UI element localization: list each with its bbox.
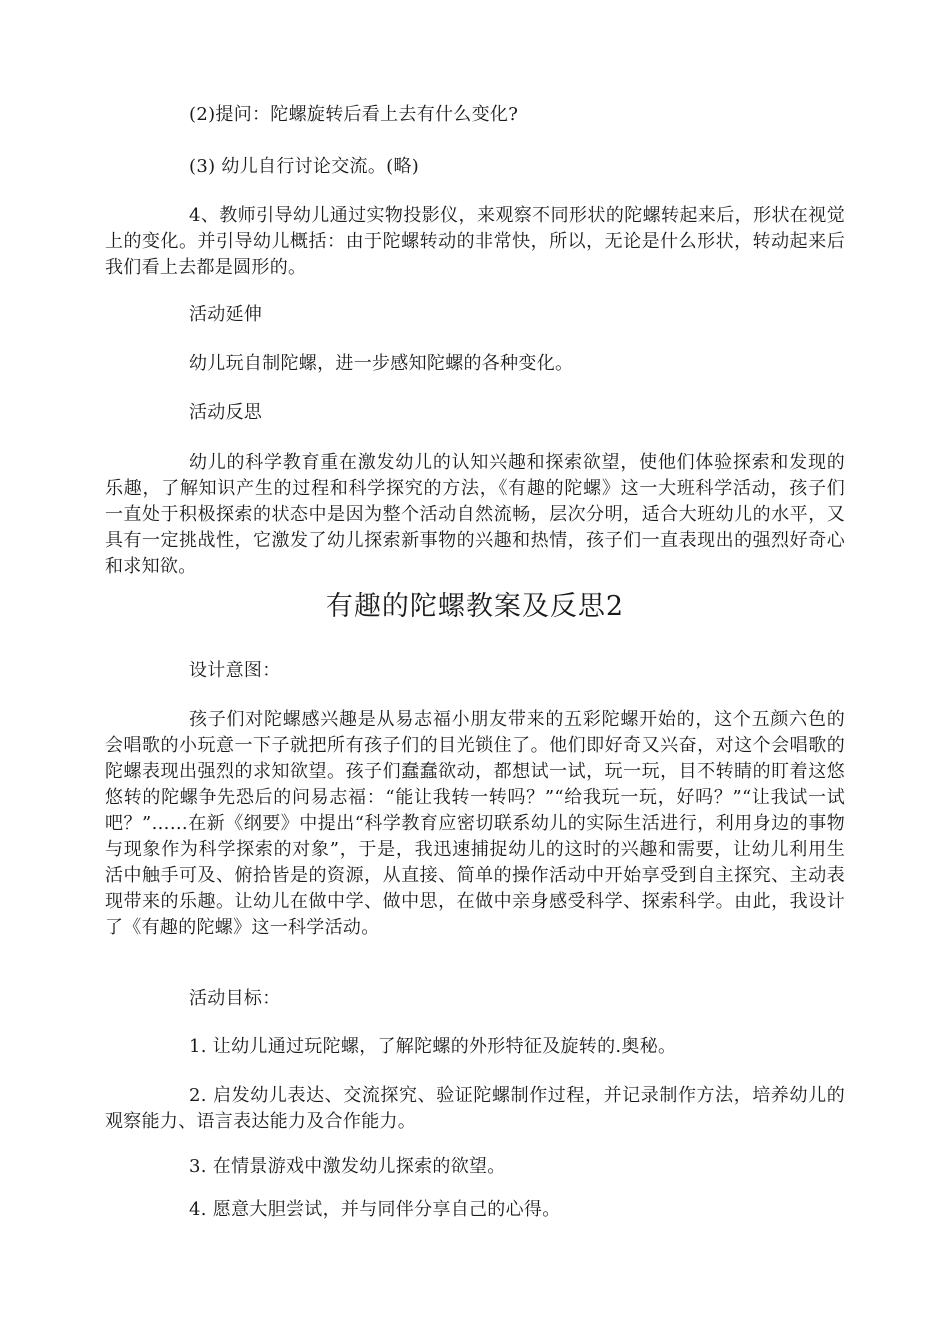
- paragraph-design-intent: 孩子们对陀螺感兴趣是从易志福小朋友带来的五彩陀螺开始的，这个五颜六色的会唱歌的小玩意一下子就把所有孩子们的目光锁住了。他们即好奇又兴奋，对这个会唱歌的陀螺表现出强烈的求知欲望。孩子们蠢蠢欲动，都想试一试，玩一玩，目不转睛的盯着这悠悠转的陀螺争先恐后的问易志福：“能让我转一转吗？”“给我玩一玩，好吗？”“让我试一试吧？”……在新《纲要》中提出“科学教育应密切联系幼儿的实际生活进行，利用身边的事物与现象作为科学探索的对象”，于是，我迅速捕捉幼儿的这时的兴趣和需要，让幼儿利用生活中触手可及、俯拾皆是的资源，从直接、简单的操作活动中开始享受到自主探究、主动表现带来的乐趣。让幼儿在做中学、做中思，在做中亲身感受科学、探索科学。由此，我设计了《有趣的陀螺》这一科学活动。: [105, 709, 845, 938]
- objective-item-3: 3. 在情景游戏中激发幼儿探索的欲望。: [189, 1156, 506, 1177]
- section-heading-reflection: 活动反思: [189, 402, 263, 423]
- document-title: 有趣的陀螺教案及反思2: [325, 591, 625, 622]
- objective-item-2: 2. 启发幼儿表达、交流探究、验证陀螺制作过程，并记录制作方法，培养幼儿的观察能力、语言表达能力及合作能力。: [105, 1085, 845, 1132]
- section-heading-objectives: 活动目标：: [189, 988, 281, 1009]
- objective-item-4: 4. 愿意大胆尝试，并与同伴分享自己的心得。: [189, 1199, 561, 1220]
- paragraph-discussion-3: (3) 幼儿自行讨论交流。(略): [189, 156, 420, 177]
- section-heading-design-intent: 设计意图：: [189, 660, 281, 681]
- objective-item-1: 1. 让幼儿通过玩陀螺，了解陀螺的外形特征及旋转的.奥秘。: [189, 1036, 677, 1057]
- section-heading-extension: 活动延伸: [189, 304, 263, 325]
- paragraph-step-4: 4、教师引导幼儿通过实物投影仪，来观察不同形状的陀螺转起来后，形状在视觉上的变化。并引导幼儿概括：由于陀螺转动的非常快，所以，无论是什么形状，转动起来后我们看上去都是圆形的。: [105, 205, 845, 278]
- paragraph-question-2: (2)提问：陀螺旋转后看上去有什么变化?: [189, 104, 519, 125]
- paragraph-extension: 幼儿玩自制陀螺，进一步感知陀螺的各种变化。: [189, 353, 574, 374]
- paragraph-reflection: 幼儿的科学教育重在激发幼儿的认知兴趣和探索欲望，使他们体验探索和发现的乐趣，了解知识产生的过程和科学探究的方法，《有趣的陀螺》这一大班科学活动，孩子们一直处于积极探索的状态中是因为整个活动自然流畅，层次分明，适合大班幼儿的水平，又具有一定挑战性，它激发了幼儿探索新事物的兴趣和热情，孩子们一直表现出的强烈好奇心和求知欲。: [105, 452, 845, 577]
